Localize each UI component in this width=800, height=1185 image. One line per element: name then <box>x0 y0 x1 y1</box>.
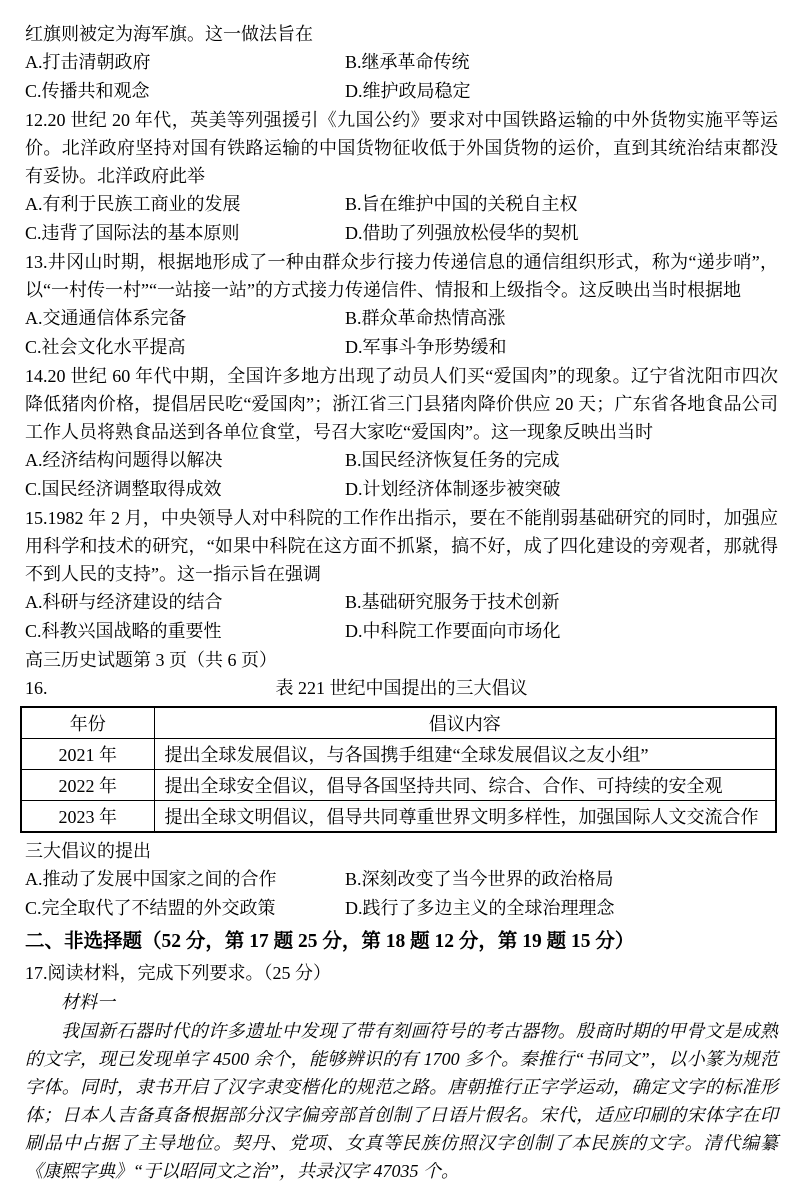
q14-option-b: B.国民经济恢复任务的完成 <box>345 450 560 470</box>
q17-material-label: 材料一 <box>61 992 115 1012</box>
q11-stem: 红旗则被定为海军旗。这一做法旨在 <box>25 24 313 44</box>
q16-table-header-row <box>21 707 776 739</box>
q13-options-row-ab <box>25 304 778 333</box>
q11-option-c: C.传播共和观念 <box>25 81 150 101</box>
q16-options-row-cd <box>25 894 778 923</box>
section2-header: 二、非选择题（52 分，第 17 题 25 分，第 18 题 12 分，第 19 题 15 分） <box>25 931 635 952</box>
q16-option-b: B.深刻改变了当今世界的政治格局 <box>345 869 614 889</box>
q11-option-d: D.维护政局稳定 <box>345 81 471 101</box>
q11-options-row-cd <box>25 77 778 106</box>
q12-option-d: D.借助了列强放松侵华的契机 <box>345 223 579 243</box>
q15-options-row-cd <box>25 617 778 646</box>
q13-option-d: D.军事斗争形势缓和 <box>345 337 507 357</box>
q15-options-row-ab <box>25 588 778 617</box>
q16-row1-content: 提出全球发展倡议，与各国携手组建“全球发展倡议之友小组” <box>154 739 776 770</box>
table-row <box>21 739 776 770</box>
table-row <box>21 801 776 833</box>
q15-option-b: B.基础研究服务于技术创新 <box>345 592 560 612</box>
q13-options-row-cd <box>25 333 778 362</box>
q16-stem-tail: 三大倡议的提出 <box>25 841 151 861</box>
q12-option-c: C.违背了国际法的基本原则 <box>25 223 240 243</box>
q16-row2-content: 提出全球安全倡议，倡导各国坚持共同、综合、合作、可持续的安全观 <box>154 770 776 801</box>
q16-option-a: A.推动了发展中国家之间的合作 <box>25 869 277 889</box>
q16-option-c: C.完全取代了不结盟的外交政策 <box>25 898 276 918</box>
q11-option-a: A.打击清朝政府 <box>25 52 151 72</box>
q13-option-c: C.社会文化水平提高 <box>25 337 186 357</box>
q15-stem: 15.1982 年 2 月，中央领导人对中科院的工作作出指示，要在不能削弱基础研究的同时，加强应用科学和技术的研究，“如果中科院在这方面不抓紧，搞不好，成了四化建设的旁观者，那就得不到人民的支持”。这一指示旨在强调 <box>25 508 778 584</box>
q13-stem: 13.井冈山时期，根据地形成了一种由群众步行接力传递信息的通信组织形式，称为“递步哨”，以“一村传一村”“一站接一站”的方式接力传递信件、情报和上级指令。这反映出当时根据地 <box>25 252 778 300</box>
q16-title-row <box>25 674 778 702</box>
q16-table <box>20 706 777 833</box>
q14-options-row-cd <box>25 475 778 504</box>
q12-option-b: B.旨在维护中国的关税自主权 <box>345 194 578 214</box>
q14-option-a: A.经济结构问题得以解决 <box>25 450 223 470</box>
q16-number: 16. <box>25 678 48 698</box>
q12-options-row-ab <box>25 190 778 219</box>
q11-option-b: B.继承革命传统 <box>345 52 470 72</box>
q16-row2-year: 2022 年 <box>21 770 154 801</box>
q16-row1-year: 2021 年 <box>21 739 154 770</box>
q16-table-header-year: 年份 <box>21 707 154 739</box>
q11-options-row-ab <box>25 48 778 77</box>
q16-options-row-ab <box>25 865 778 894</box>
q12-stem: 12.20 世纪 20 年代，英美等列强援引《九国公约》要求对中国铁路运输的中外货物实施平等运价。北洋政府坚持对国有铁路运输的中国货物征收低于外国货物的运价，直到其统治结束都没有妥协。北洋政府此举 <box>25 110 778 186</box>
q12-option-a: A.有利于民族工商业的发展 <box>25 194 241 214</box>
page-footer: 高三历史试题第 3 页（共 6 页） <box>25 650 277 670</box>
q16-table-title: 表 221 世纪中国提出的三大倡议 <box>275 678 528 698</box>
q15-option-d: D.中科院工作要面向市场化 <box>345 621 561 641</box>
q16-option-d: D.践行了多边主义的全球治理理念 <box>345 898 615 918</box>
q16-row3-year: 2023 年 <box>21 801 154 833</box>
q12-options-row-cd <box>25 219 778 248</box>
q14-options-row-ab <box>25 446 778 475</box>
q16-row3-content: 提出全球文明倡议，倡导共同尊重世界文明多样性，加强国际人文交流合作 <box>154 801 776 833</box>
q17-intro: 17.阅读材料，完成下列要求。（25 分） <box>25 963 331 983</box>
q13-option-a: A.交通通信体系完备 <box>25 308 187 328</box>
table-row <box>21 770 776 801</box>
q14-option-d: D.计划经济体制逐步被突破 <box>345 479 561 499</box>
q16-table-header-content: 倡议内容 <box>154 707 776 739</box>
q14-option-c: C.国民经济调整取得成效 <box>25 479 222 499</box>
q14-stem: 14.20 世纪 60 年代中期，全国许多地方出现了动员人们买“爱国肉”的现象。辽宁省沈阳市四次降低猪肉价格，提倡居民吃“爱国肉”；浙江省三门县猪肉降价供应 20 天；广东省各地食品公司工作人员将熟食品送到各单位食堂，号召大家吃“爱国肉”。这一现象反映出当时 <box>25 366 778 442</box>
q15-option-c: C.科教兴国战略的重要性 <box>25 621 222 641</box>
q15-option-a: A.科研与经济建设的结合 <box>25 592 223 612</box>
q17-material-text: 我国新石器时代的许多遗址中发现了带有刻画符号的考古器物。殷商时期的甲骨文是成熟的文字，现已发现单字 4500 余个，能够辨识的有 1700 多个。秦推行“书同文”，以小篆为规范字体。同时，隶书开启了汉字隶变楷化的规范之路。唐朝推行正字学运动，确定文字的标准形体；日本人吉备真备根据部分汉字偏旁部首创制了日语片假名。宋代，适应印刷的宋体字在印刷品中占据了主导地位。契丹、党项、女真等民族仿照汉字创制了本民族的文字。清代编纂《康熙字典》“于以昭同文之治”，共录汉字 47035 个。 <box>25 1021 778 1181</box>
q13-option-b: B.群众革命热情高涨 <box>345 308 506 328</box>
